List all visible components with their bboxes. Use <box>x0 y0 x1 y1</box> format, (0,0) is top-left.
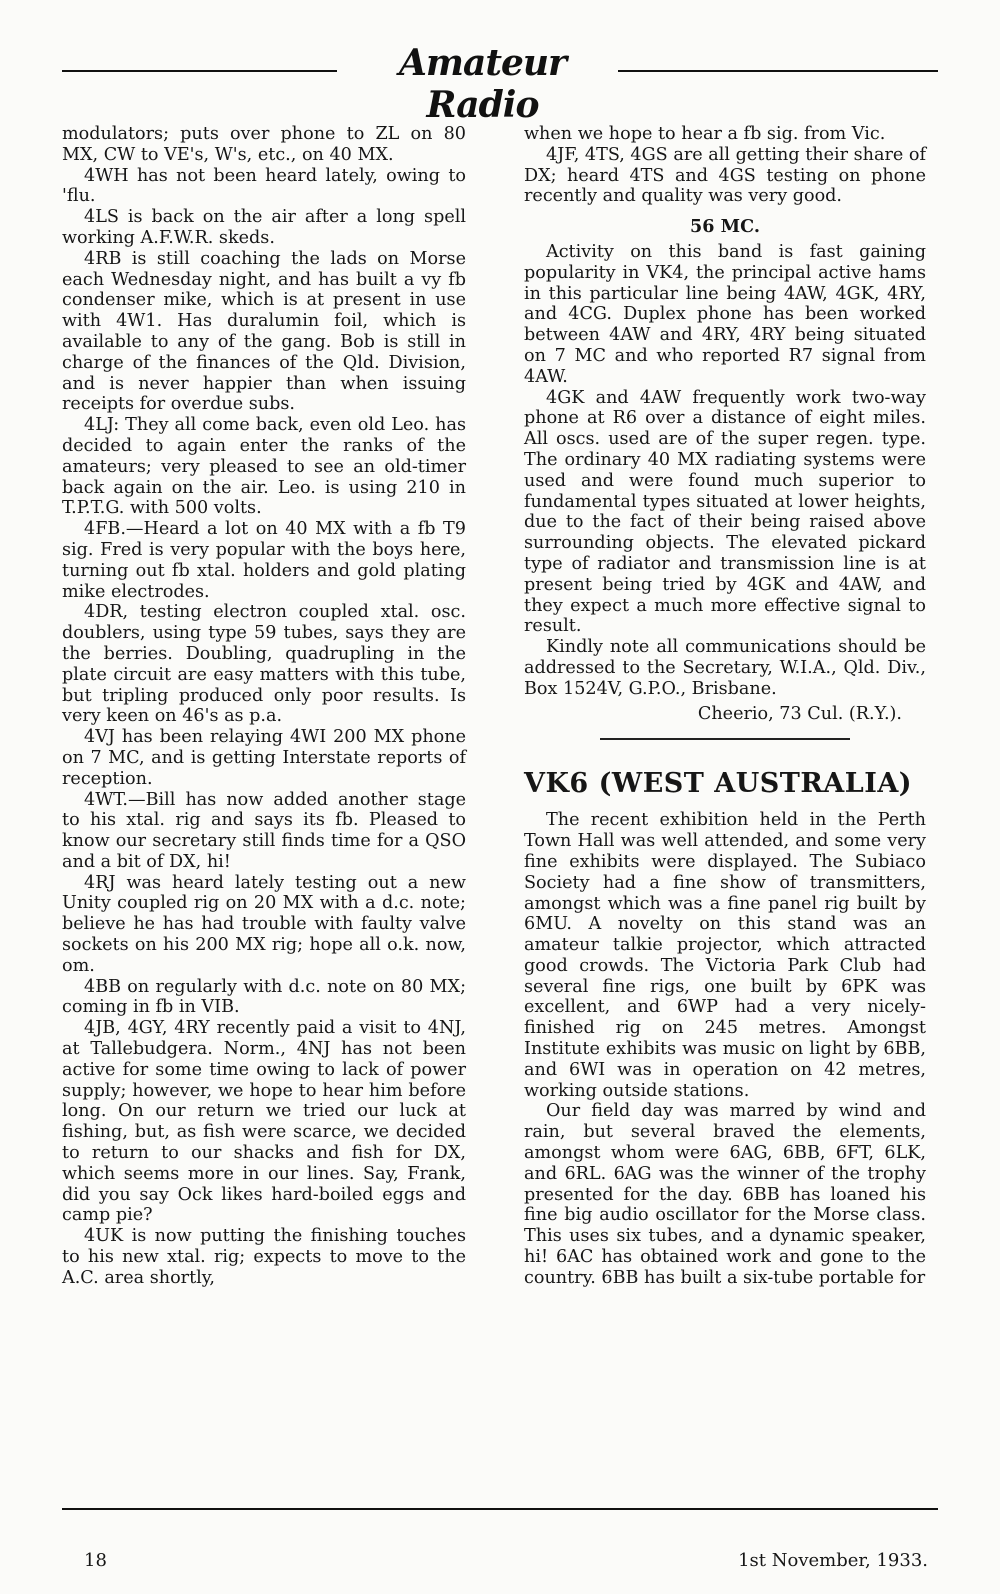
paragraph: when we hope to hear a fb sig. from Vic. <box>524 124 886 144</box>
paragraph: 4JF, 4TS, 4GS are all getting their share of DX; heard 4TS and 4GS testing on phone recently and quality was very good. <box>524 144 927 207</box>
section-divider <box>600 738 850 740</box>
paragraph: modulators; puts over phone to ZL on 80 MX, CW to VE's, W's, etc., on 40 MX. <box>62 124 466 165</box>
paragraph: 4GK and 4AW frequently work two-way phone at R6 over a distance of eight miles. All oscs. used are of the super regen. type. The ordinary 40 MX radiating systems were used and were found much superior to fundamental types situated at lower heights, due to the fact of their being raised above surrounding objects. The elevated pickard type of radiator and transmission line is at present being tried by 4GK and 4AW, and they expect a much more effective signal to result. <box>524 387 926 637</box>
issue-date: 1st November, 1933. <box>738 1550 928 1571</box>
paragraph: 4RB is still coaching the lads on Morse each Wednesday night, and has built a vy fb condenser mike, which is at present in use with 4W1. Has duralumin foil, which is available to any of the gang. Bob is still in charge of the finances of the Qld. Division, and is never happier than when issuing receipts for overdue subs. <box>62 248 466 415</box>
right-column <box>524 124 926 1289</box>
paragraph: 4WH has not been heard lately, owing to 'flu. <box>62 165 466 207</box>
paragraph: The recent exhibition held in the Perth Town Hall was well attended, and some very fine exhibits were displayed. The Subiaco Society had a fine show of transmitters, amongst which was a fine panel rig built by 6MU. A novelty on this stand was an amateur talkie projector, which attracted good crowds. The Victoria Park Club had several fine rigs, one built by 6PK was excellent, and 6WP had a very nicely-finished rig on 245 metres. Amongst Institute exhibits was music on light by 6BB, and 6WI was in operation on 42 metres, working outside stations. <box>524 810 926 1101</box>
page-number: 18 <box>84 1550 107 1571</box>
magazine-title: Amateur Radio <box>398 42 567 126</box>
paragraph: 4DR, testing electron coupled xtal. osc. doublers, using type 59 tubes, says they are the berries. Doubling, quadrupling in the plate circuit are easy matters with this tube, but tripling produced only poor results. Is very keen on 46's as p.a. <box>62 602 466 727</box>
section-title-vk6: VK6 (WEST AUSTRALIA) <box>524 768 913 800</box>
paragraph: Kindly note all communications should be addressed to the Secretary, W.I.A., Qld. Div., Box 1524V, G.P.O., Brisbane. <box>524 637 926 699</box>
paragraph: 4LS is back on the air after a long spell working A.F.W.R. skeds. <box>62 207 466 248</box>
paragraph: 4VJ has been relaying 4WI 200 MX phone on 7 MC, and is getting Interstate reports of reception. <box>62 727 466 789</box>
paragraph: Activity on this band is fast gaining popularity in VK4, the principal active hams in this particular line being 4AW, 4GK, 4RY, and 4CG. Duplex phone has been worked between 4AW and 4RY, 4RY being situated on 7 MC and who reported R7 signal from 4AW. <box>524 241 926 387</box>
signoff: Cheerio, 73 Cul. (R.Y.). <box>697 703 902 724</box>
paragraph: Our field day was marred by wind and rain, but several braved the elements, amongst whom were 6AG, 6BB, 6FT, 6LK, and 6RL. 6AG was the winner of the trophy presented for the day. 6BB has loaned his fine big audio oscillator for the Morse class. This uses six tubes, and a dynamic speaker, hi! 6AC has obtained work and gone to the country. 6BB has built a six-tube portable for <box>524 1101 926 1288</box>
paragraph: 4WT.—Bill has now added another stage to his xtal. rig and says its fb. Pleased to know our secretary still finds time for a QSO and a bit of DX, hi! <box>62 789 466 872</box>
paragraph: 4BB on regularly with d.c. note on 80 MX; coming in fb in VIB. <box>62 976 466 1018</box>
paragraph: 4LJ: They all come back, even old Leo. has decided to again enter the ranks of the amateurs; very pleased to see an old-timer back again on the air. Leo. is using 210 in T.P.T.G. with 500 volts. <box>62 415 466 519</box>
paragraph: 4RJ was heard lately testing out a new Unity coupled rig on 20 MX with a d.c. note; believe he has had trouble with faulty valve sockets on his 200 MX rig; hope all o.k. now, om. <box>62 872 466 976</box>
masthead-rule-right <box>618 70 938 72</box>
masthead-rule-left <box>62 70 337 72</box>
subheading-56mc: 56 MC. <box>690 216 760 238</box>
masthead <box>62 42 938 126</box>
left-column <box>62 124 466 1289</box>
paragraph: 4JB, 4GY, 4RY recently paid a visit to 4NJ, at Tallebudgera. Norm., 4NJ has not been active for some time owing to lack of power supply; however, we hope to hear him before long. On our return we tried our luck at fishing, but, as fish were scarce, we decided to return to our shacks and fish for DX, which seems more in our lines. Say, Frank, did you say Ock likes hard-boiled eggs and camp pie? <box>62 1018 466 1226</box>
footer-rule <box>62 1508 938 1510</box>
paragraph: 4FB.—Heard a lot on 40 MX with a fb T9 sig. Fred is very popular with the boys here, turning out fb xtal. holders and gold plating mike electrodes. <box>62 519 466 602</box>
paragraph: 4UK is now putting the finishing touches to his new xtal. rig; expects to move to the A.C. area shortly, <box>62 1226 466 1288</box>
